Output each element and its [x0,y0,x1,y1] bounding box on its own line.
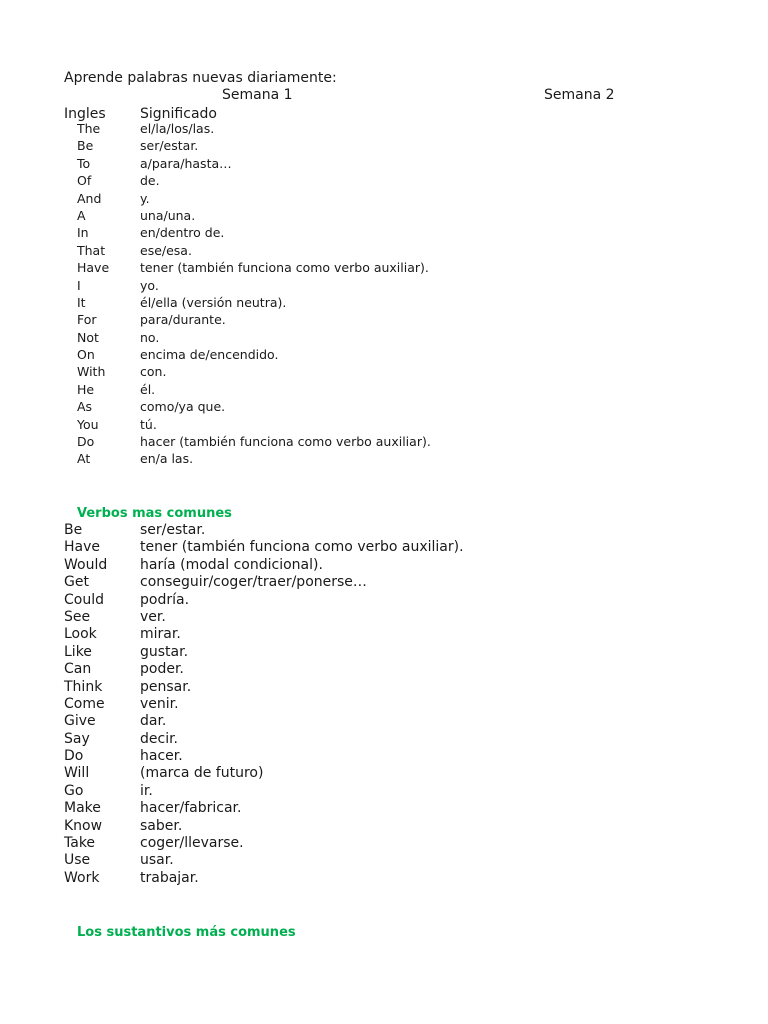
spanish-meaning: a/para/hasta… [140,155,232,171]
word-row [0,522,768,539]
word-row [0,557,768,574]
english-word: At [77,451,91,467]
verbs-list [0,522,768,887]
word-row [0,818,768,835]
english-word: It [77,294,86,310]
english-word: Say [64,730,90,747]
word-row [0,173,768,190]
spanish-meaning: conseguir/coger/traer/ponerse… [140,574,367,591]
english-word: To [77,155,91,171]
english-word: Come [64,695,105,712]
word-row [0,278,768,295]
word-row [0,330,768,347]
english-word: And [77,190,102,206]
spanish-meaning: ser/estar. [140,522,206,538]
english-word: Would [64,556,108,573]
spanish-meaning: dar. [140,713,167,730]
english-word: Work [64,869,100,886]
nouns-section-title: Los sustantivos más comunes [77,925,296,940]
word-row [0,208,768,225]
english-word: The [77,121,101,136]
spanish-meaning: de. [140,173,160,189]
word-row [0,644,768,661]
spanish-meaning: para/durante. [140,312,226,328]
spanish-meaning: y. [140,190,150,206]
spanish-meaning: como/ya que. [140,399,226,415]
word-row [0,870,768,887]
word-row [0,364,768,381]
spanish-meaning: encima de/encendido. [140,347,279,363]
spanish-meaning: con. [140,364,167,380]
word-row [0,225,768,242]
english-word: Be [77,138,94,154]
spanish-meaning: gustar. [140,643,189,660]
word-row [0,765,768,782]
word-row [0,156,768,173]
english-word: Give [64,713,96,730]
english-word: On [77,347,95,363]
word-row [0,574,768,591]
english-word: Get [64,574,89,591]
spanish-meaning: ver. [140,608,166,625]
word-row [0,696,768,713]
spanish-meaning: él/ella (versión neutra). [140,294,287,310]
column-header-english: Ingles [64,106,106,122]
english-word: A [77,207,86,223]
word-row [0,138,768,155]
english-word: In [77,225,89,241]
spanish-meaning: hacer. [140,748,183,765]
english-word: I [77,277,81,293]
word-row [0,783,768,800]
word-row [0,835,768,852]
spanish-meaning: ese/esa. [140,242,192,258]
english-word: See [64,608,91,625]
english-word: With [77,364,106,380]
word-row [0,661,768,678]
spanish-meaning: una/una. [140,207,196,223]
spanish-meaning: (marca de futuro) [140,765,264,782]
spanish-meaning: podría. [140,591,190,608]
spanish-meaning: ser/estar. [140,138,199,154]
english-word: That [77,242,106,258]
word-row [0,121,768,138]
english-word: Of [77,173,92,189]
spanish-meaning: ir. [140,782,153,799]
english-word: Do [64,748,84,765]
common-words-list [0,121,768,469]
word-row [0,417,768,434]
word-row [0,609,768,626]
english-word: Go [64,782,84,799]
english-word: Could [64,591,104,608]
word-row [0,731,768,748]
english-word: Know [64,817,103,834]
word-row [0,626,768,643]
spanish-meaning: venir. [140,695,179,712]
english-word: For [77,312,97,328]
word-row [0,243,768,260]
spanish-meaning: decir. [140,730,179,747]
spanish-meaning: tú. [140,416,157,432]
word-row [0,295,768,312]
spanish-meaning: hacer/fabricar. [140,800,242,817]
english-word: He [77,381,95,397]
spanish-meaning: pensar. [140,678,192,695]
word-row [0,191,768,208]
spanish-meaning: el/la/los/las. [140,121,215,136]
spanish-meaning: en/a las. [140,451,194,467]
word-row [0,260,768,277]
english-word: Make [64,800,101,817]
spanish-meaning: no. [140,329,160,345]
english-word: Do [77,434,95,450]
spanish-meaning: trabajar. [140,869,199,886]
word-row [0,434,768,451]
spanish-meaning: él. [140,381,156,397]
word-row [0,382,768,399]
spanish-meaning: tener (también funciona como verbo auxiliar). [140,539,464,556]
word-row [0,399,768,416]
english-word: Use [64,852,91,869]
english-word: Like [64,643,92,660]
word-row [0,800,768,817]
spanish-meaning: hacer (también funciona como verbo auxiliar). [140,434,431,450]
word-row [0,852,768,869]
column-header-meaning: Significado [140,106,217,122]
word-row [0,679,768,696]
word-row [0,451,768,468]
english-word: You [77,416,99,432]
english-word: Be [64,522,83,538]
spanish-meaning: saber. [140,817,183,834]
word-row [0,539,768,556]
spanish-meaning: haría (modal condicional). [140,556,323,573]
week-2-label: Semana 2 [544,87,615,103]
english-word: Have [64,539,101,556]
week-1-label: Semana 1 [222,87,293,103]
english-word: As [77,399,93,415]
english-word: Have [77,260,110,276]
english-word: Can [64,661,92,678]
english-word: Look [64,626,97,643]
word-row [0,748,768,765]
spanish-meaning: mirar. [140,626,181,643]
english-word: Take [64,835,96,852]
word-row [0,592,768,609]
spanish-meaning: poder. [140,661,184,678]
spanish-meaning: yo. [140,277,159,293]
intro-heading: Aprende palabras nuevas diariamente: [64,70,337,86]
english-word: Think [64,678,103,695]
spanish-meaning: en/dentro de. [140,225,225,241]
english-word: Not [77,329,99,345]
spanish-meaning: coger/llevarse. [140,835,244,852]
verbs-section-title: Verbos mas comunes [77,506,232,521]
word-row [0,312,768,329]
word-row [0,713,768,730]
spanish-meaning: usar. [140,852,174,869]
spanish-meaning: tener (también funciona como verbo auxiliar). [140,260,429,276]
english-word: Will [64,765,90,782]
word-row [0,347,768,364]
